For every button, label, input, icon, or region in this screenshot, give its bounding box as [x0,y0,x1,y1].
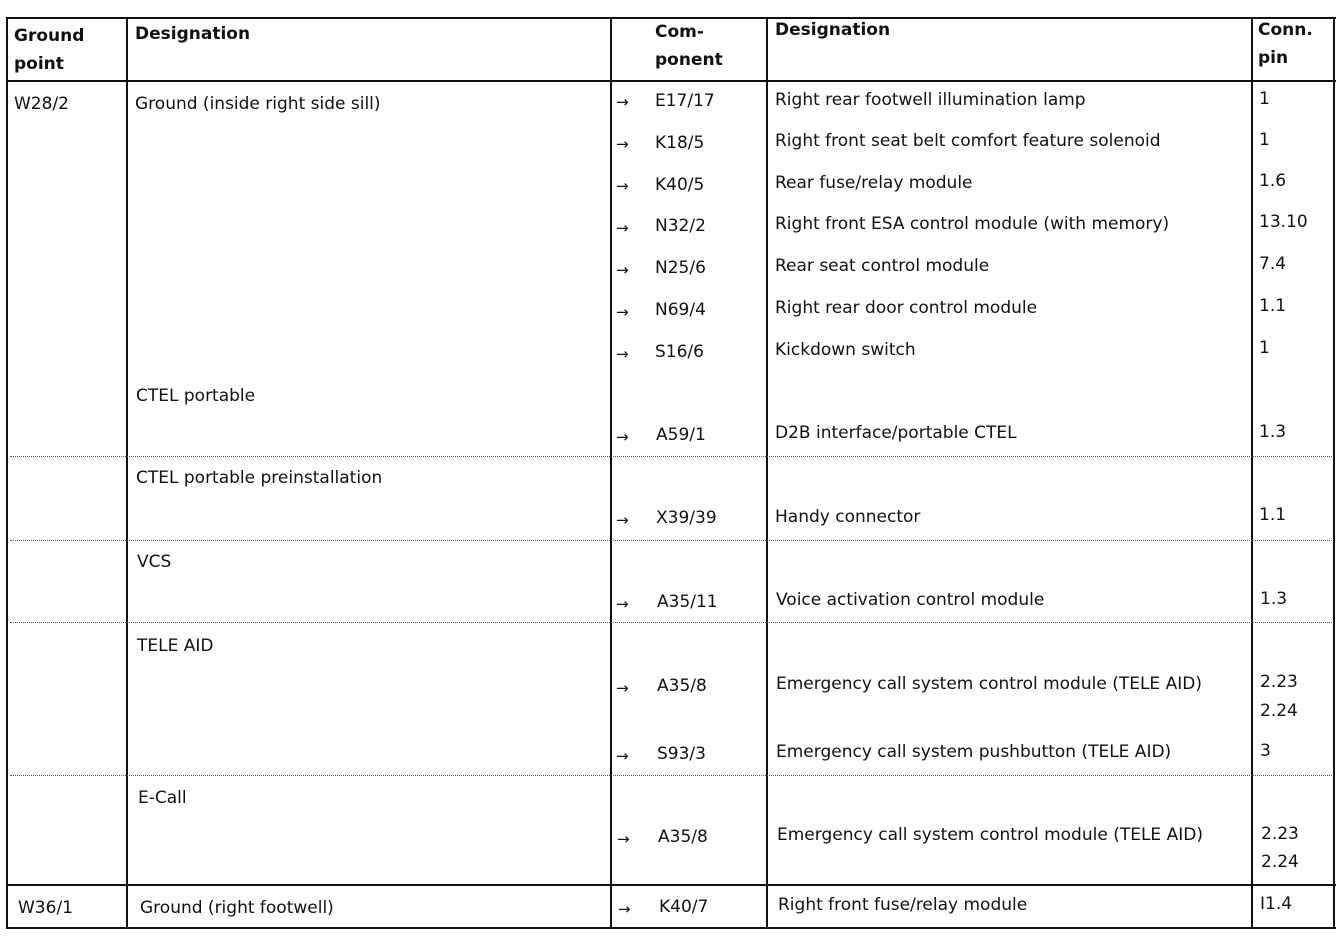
arrow-icon: → [616,261,629,279]
component-designation: Right rear footwell illumination lamp [775,90,1086,110]
arrow-icon: → [616,511,629,529]
arrow-icon: → [616,303,629,321]
col-border-right-designation [1251,17,1253,929]
ground-description: Ground (right footwell) [140,898,334,918]
conn-pin: I1.4 [1260,894,1293,914]
header-designation-right: Designation [775,20,891,40]
component-designation: D2B interface/portable CTEL [775,423,1017,443]
component-code: A35/8 [658,827,708,847]
conn-pin: 13.10 [1259,212,1308,232]
component-designation: Emergency call system control module (TELE AID) [777,825,1203,845]
conn-pin: 7.4 [1259,254,1287,274]
dotted-separator [10,622,1332,623]
conn-pin: 1.1 [1259,296,1287,316]
header-designation-left: Designation [135,24,251,44]
conn-pin: 2.23 [1261,824,1299,844]
conn-pin: 1.3 [1259,422,1287,442]
subgroup-label: TELE AID [137,636,214,656]
subgroup-label: CTEL portable preinstallation [136,468,383,488]
dotted-separator [10,540,1332,541]
col-border-component [766,17,768,929]
arrow-icon: → [616,595,629,613]
header-bottom-border [6,80,1336,82]
subgroup-label: E-Call [138,788,187,808]
dotted-separator [10,775,1332,776]
component-designation: Emergency call system pushbutton (TELE AID) [776,742,1172,762]
arrow-icon: → [616,219,629,237]
arrow-icon: → [616,428,629,446]
col-border-designation [610,17,612,929]
component-code: N32/2 [655,216,706,236]
arrow-icon: → [616,93,629,111]
dotted-separator [10,456,1332,457]
ground-point-w28-2: W28/2 [14,94,69,114]
conn-pin: 3 [1260,741,1271,761]
component-designation: Right front fuse/relay module [778,895,1028,915]
component-code: A59/1 [656,425,706,445]
component-designation: Handy connector [775,507,921,527]
component-code: X39/39 [656,508,717,528]
subgroup-label: VCS [137,552,172,572]
conn-pin: 2.24 [1260,701,1298,721]
conn-pin: 1.1 [1259,505,1287,525]
conn-pin: 1.6 [1259,171,1287,191]
header-ground-point: Ground point [14,26,85,74]
component-code: K40/5 [655,175,705,195]
conn-pin: 1 [1259,130,1270,150]
component-code: N25/6 [655,258,706,278]
arrow-icon: → [616,345,629,363]
ground-description: Ground (inside right side sill) [135,94,381,114]
component-code: E17/17 [655,91,715,111]
conn-pin: 1 [1259,338,1270,358]
conn-pin: 1.3 [1260,589,1288,609]
conn-pin: 2.23 [1260,672,1298,692]
component-code: N69/4 [655,300,706,320]
component-designation: Right front ESA control module (with memory) [775,214,1170,234]
group-separator-line [6,884,1336,886]
conn-pin: 1 [1259,89,1270,109]
component-designation: Voice activation control module [776,590,1045,610]
arrow-icon: → [617,830,630,848]
header-component: Com- ponent [655,22,723,70]
component-designation: Rear fuse/relay module [775,173,973,193]
component-designation: Right front seat belt comfort feature solenoid [775,131,1161,151]
component-code: A35/11 [657,592,718,612]
component-code: S16/6 [655,342,704,362]
arrow-icon: → [616,177,629,195]
component-designation: Rear seat control module [775,256,990,276]
component-designation: Emergency call system control module (TELE AID) [776,674,1202,694]
conn-pin: 2.24 [1261,852,1299,872]
component-designation: Right rear door control module [775,298,1038,318]
component-code: K40/7 [659,897,709,917]
component-designation: Kickdown switch [775,340,916,360]
header-conn-pin: Conn. pin [1258,20,1313,68]
ground-point-w36-1: W36/1 [18,898,73,918]
component-code: S93/3 [657,744,706,764]
col-border-ground [126,17,128,929]
col-border-right [1333,17,1335,929]
component-code: A35/8 [657,676,707,696]
arrow-icon: → [616,135,629,153]
table-bottom-border [6,927,1336,929]
subgroup-label: CTEL portable [136,386,256,406]
arrow-icon: → [616,679,629,697]
arrow-icon: → [616,747,629,765]
component-code: K18/5 [655,133,705,153]
arrow-icon: → [618,900,631,918]
col-border-left [6,17,8,929]
